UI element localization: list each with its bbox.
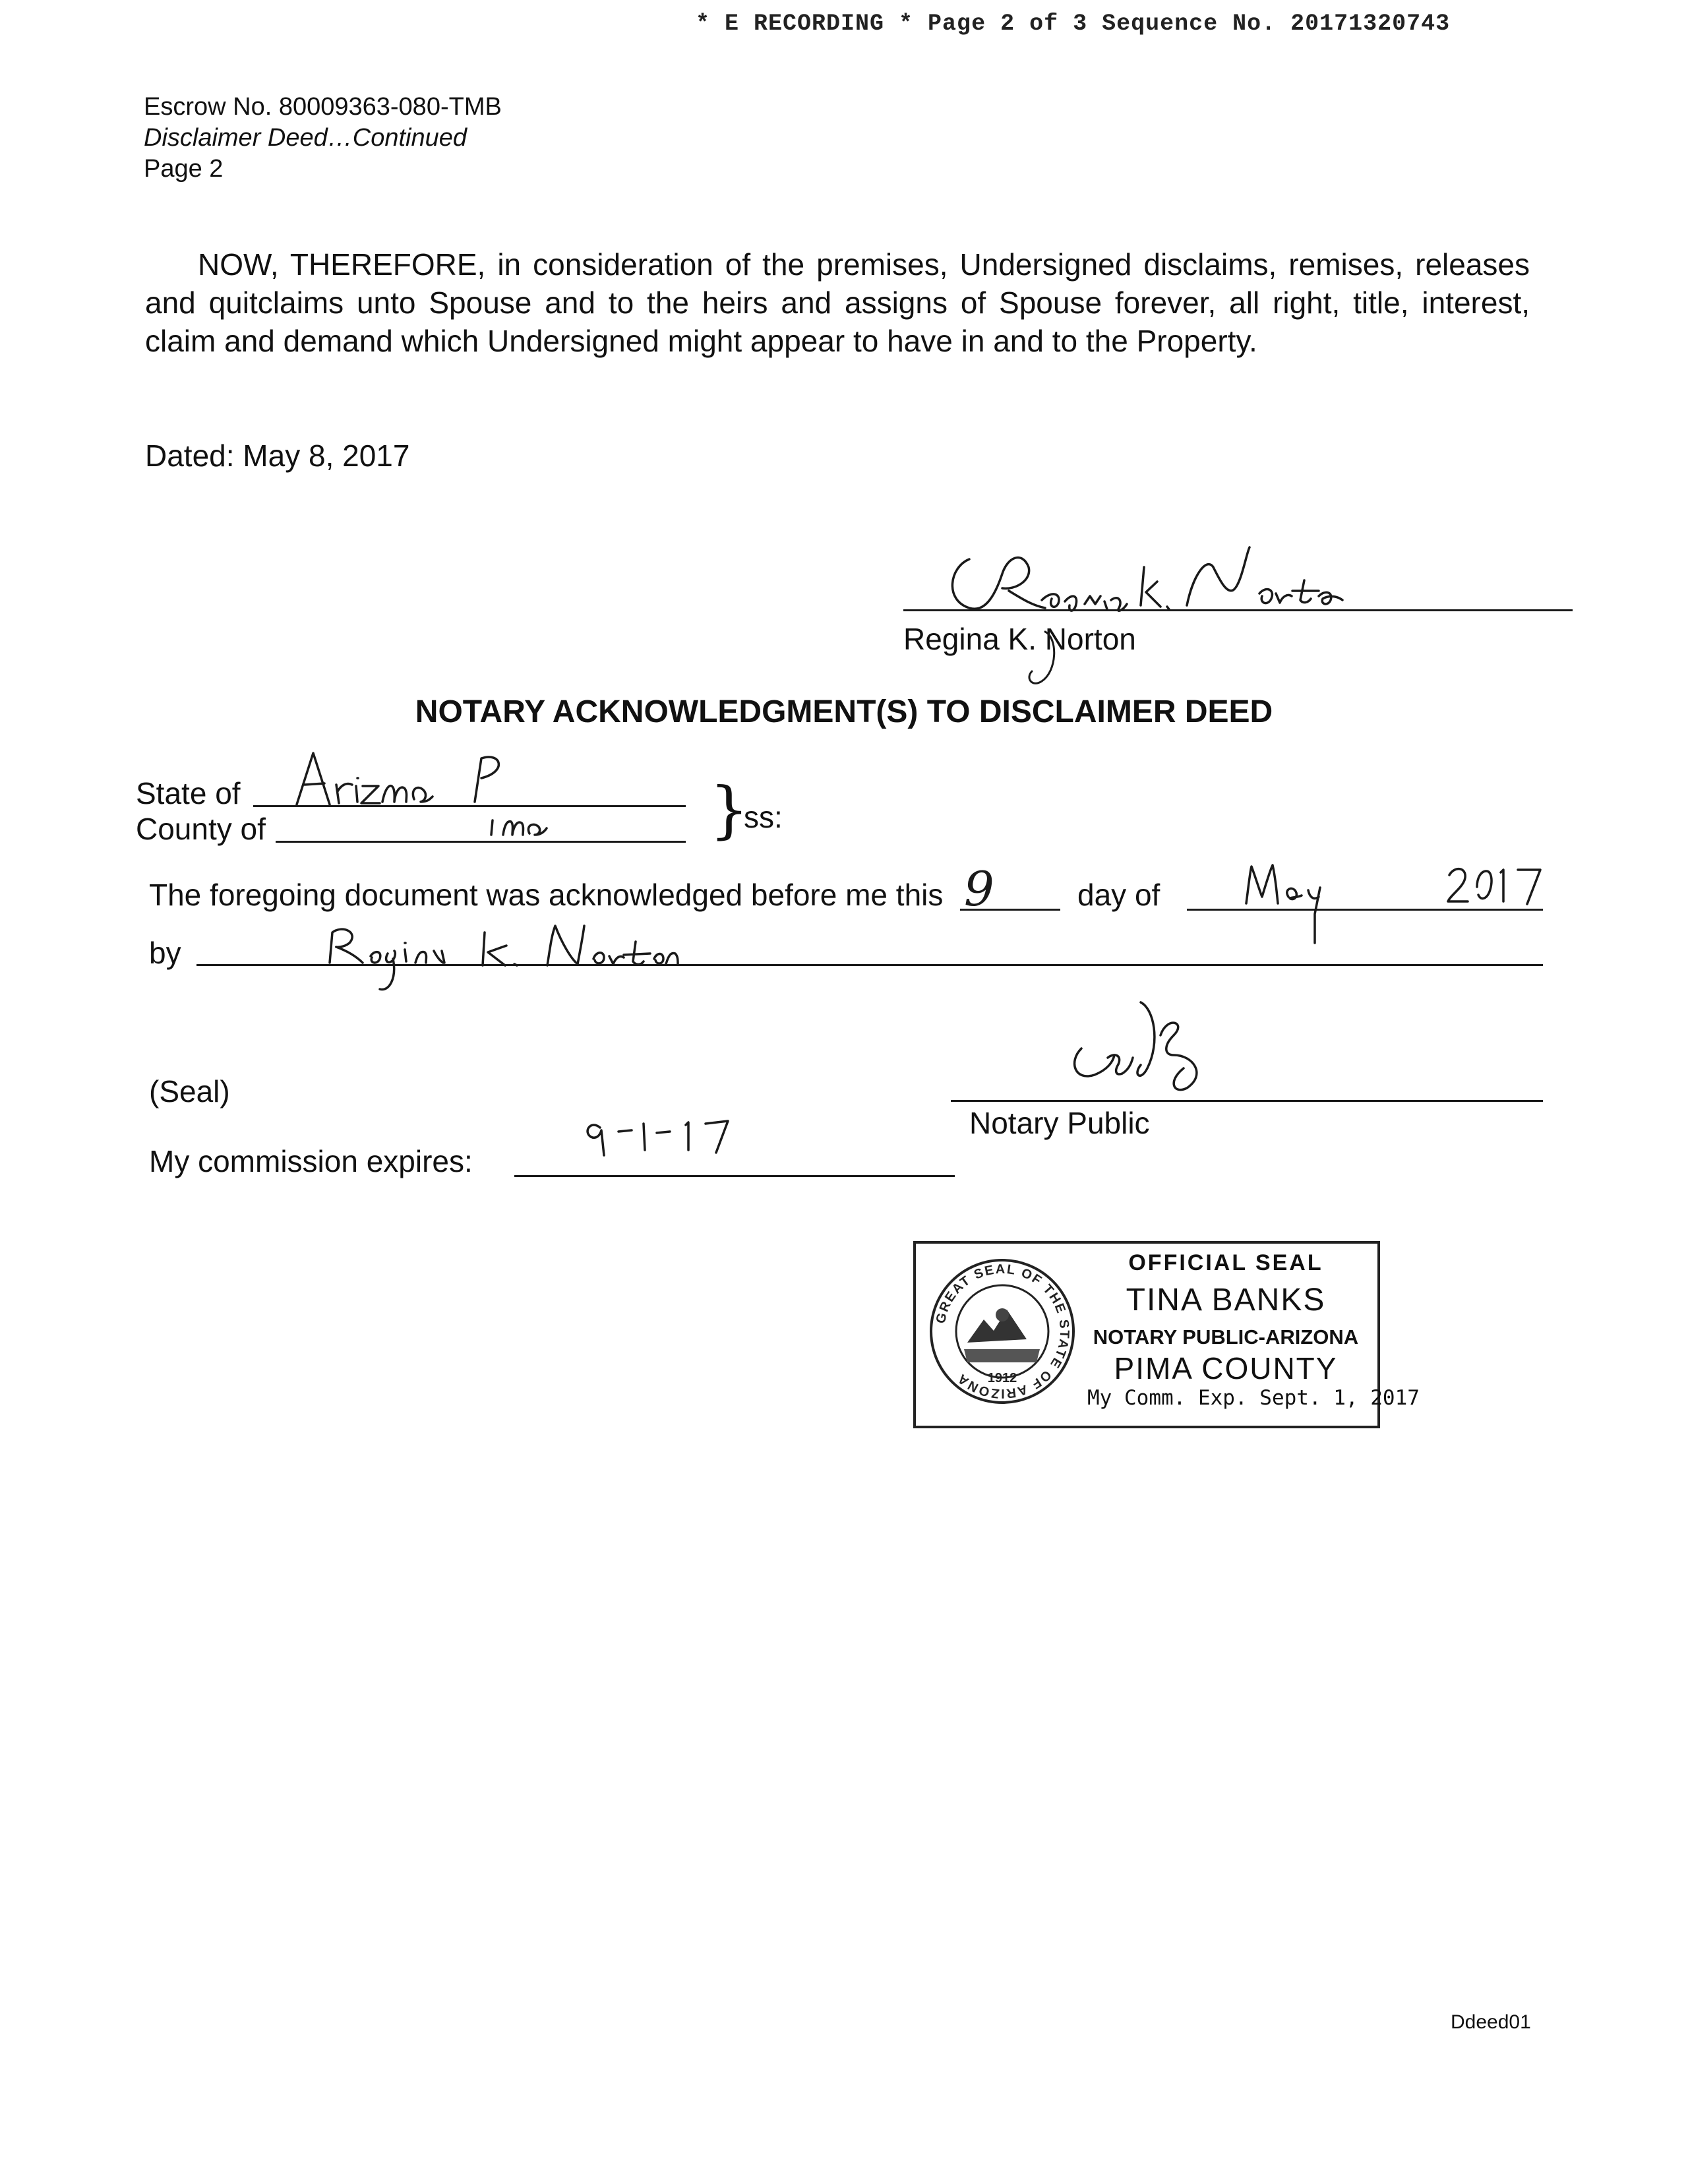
ss-label: ss: — [744, 800, 783, 834]
continued-label: Disclaimer Deed…Continued — [144, 124, 467, 152]
official-seal-stamp — [913, 1241, 1420, 1428]
county-label: County of — [136, 812, 266, 846]
state-seal-emblem — [928, 1257, 1077, 1406]
footer-code: Ddeed01 — [1451, 2011, 1531, 2033]
ack-year-handwriting — [1444, 861, 1550, 913]
state-handwriting — [284, 745, 521, 811]
seal-county: PIMA COUNTY — [1114, 1351, 1338, 1385]
by-handwriting — [316, 917, 831, 1002]
ack-day-value: 9 — [964, 861, 994, 917]
notary-title: NOTARY ACKNOWLEDGMENT(S) TO DISCLAIMER DEED — [415, 694, 1273, 729]
signer-signature — [923, 528, 1424, 626]
signer-name-flourish — [1012, 625, 1065, 691]
page-label: Page 2 — [144, 155, 224, 183]
commission-label: My commission expires: — [149, 1144, 473, 1178]
conveyance-paragraph — [145, 245, 1530, 360]
ack-month-handwriting — [1240, 857, 1372, 950]
county-handwriting — [485, 804, 603, 844]
notary-signature-line — [951, 1100, 1543, 1102]
seal-notary-name: TINA BANKS — [1126, 1283, 1326, 1318]
acknowledgment-text: The foregoing document was acknowledged before me this — [149, 878, 944, 912]
county-line — [276, 841, 686, 843]
notary-public-label: Notary Public — [969, 1106, 1150, 1140]
seal-title: OFFICIAL SEAL — [1128, 1250, 1323, 1275]
by-label: by — [149, 936, 181, 970]
seal-emblem-year: 1912 — [987, 1371, 1017, 1385]
commission-handwriting — [580, 1108, 752, 1161]
paragraph-text: NOW, THEREFORE, in consideration of the premises, Undersigned disclaims, remises, releases and quitclaims unto Spouse and to the heirs and assigns of Spouse forever, all right, title, interest, claim and demand which Undersigned might appear to have in and to the Property. — [145, 247, 1530, 358]
day-of-label: day of — [1077, 878, 1160, 912]
seal-expiration: My Comm. Exp. Sept. 1, 2017 — [1087, 1386, 1420, 1410]
bracket-symbol: } — [709, 774, 749, 846]
state-label: State of — [136, 776, 241, 810]
recording-header: * E RECORDING * Page 2 of 3 Sequence No. 20171320743 — [696, 11, 1451, 37]
escrow-number: Escrow No. 80009363-080-TMB — [144, 93, 502, 121]
commission-line — [514, 1175, 955, 1177]
seal-label: (Seal) — [149, 1074, 230, 1108]
dated-line: Dated: May 8, 2017 — [145, 439, 410, 473]
signer-signature-line — [903, 609, 1573, 611]
seal-role: NOTARY PUBLIC-ARIZONA — [1093, 1325, 1359, 1349]
seal-emblem-text: GREAT SEAL OF THE STATE OF ARIZONA — [933, 1261, 1072, 1401]
notary-signature — [1042, 989, 1292, 1101]
signer-printed-name: Regina K. Norton — [903, 622, 1136, 656]
